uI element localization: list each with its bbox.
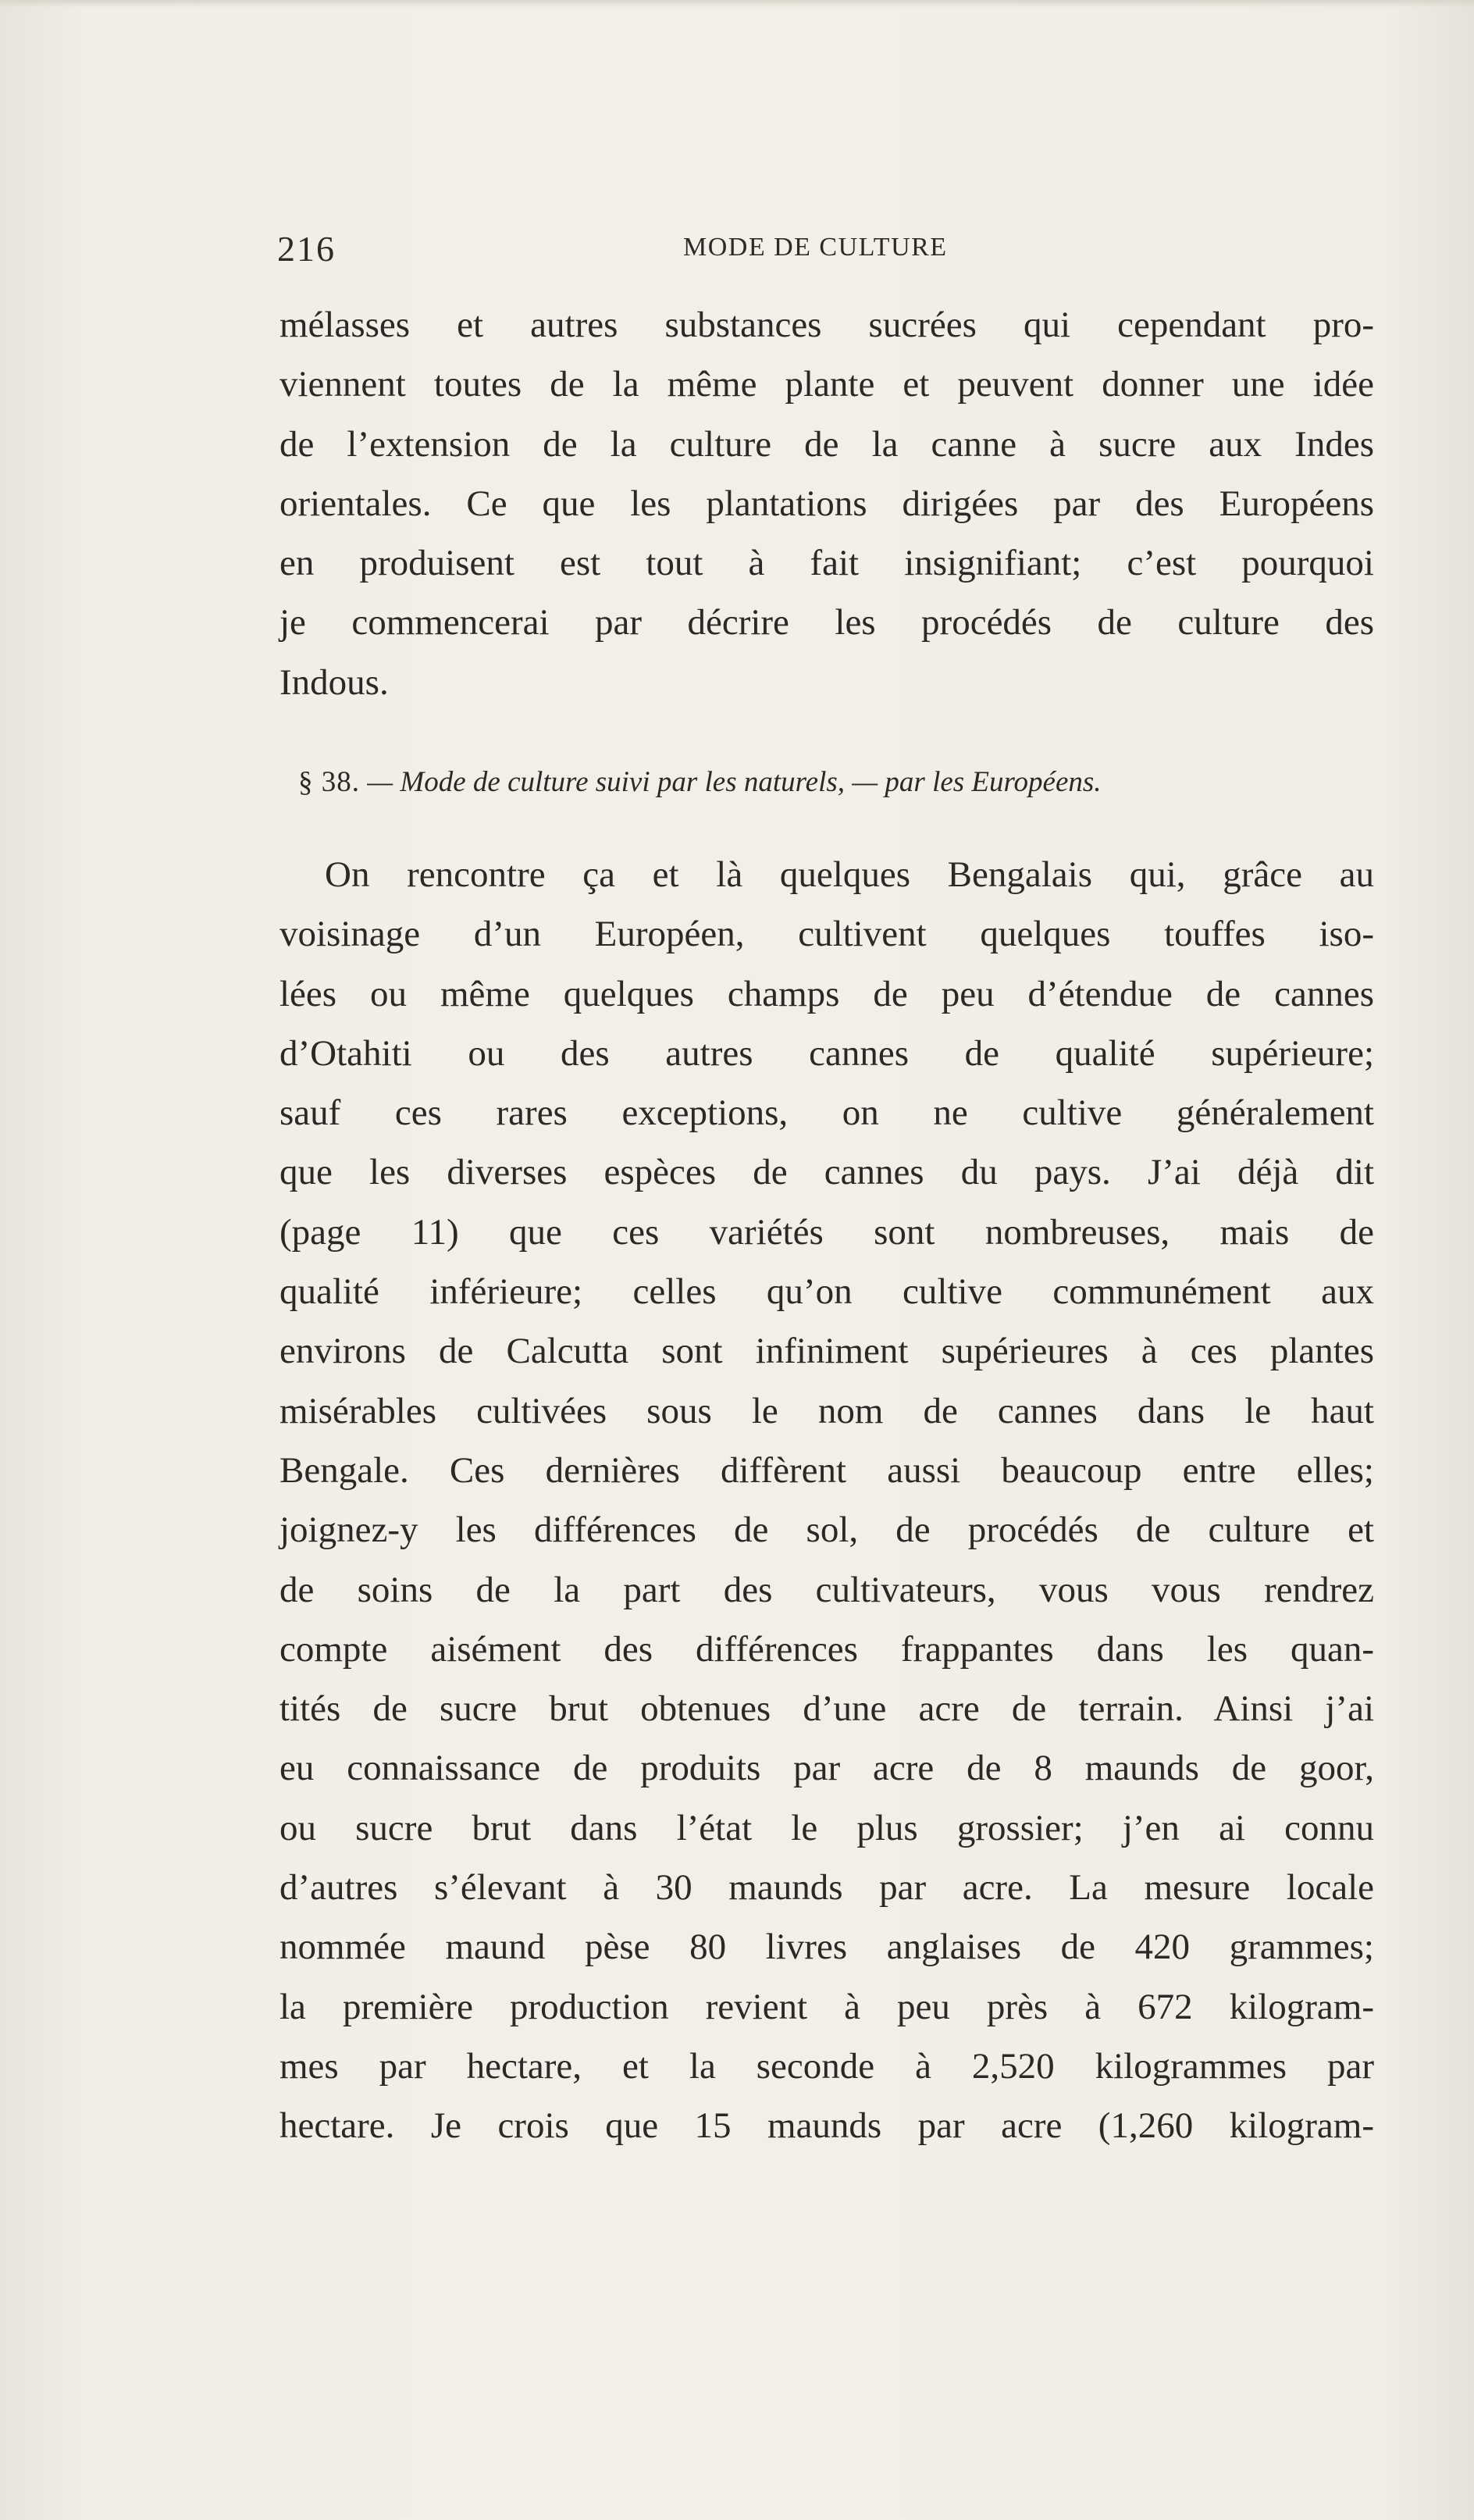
text-line: d’autres s’élevant à 30 maunds par acre. La mesure locale [279,1867,1374,1909]
text-line: mélasses et autres substances sucrées qui cependant pro- [279,305,1374,345]
text-line: la première production revient à peu près à 672 kilogram- [279,1986,1374,2027]
text-line: ou sucre brut dans l’état le plus grossier; j’en ai connu [279,1807,1374,1848]
section-title: — Mode de culture suivi par les naturels, — par les Européens. [367,766,1102,798]
text-line: environs de Calcutta sont infiniment supérieures à ces plantes [279,1331,1374,1372]
text-line: nommée maund pèse 80 livres anglaises de 420 grammes; [279,1927,1374,1968]
text-line: (page 11) que ces variétés sont nombreuses, mais de [279,1211,1374,1253]
text-line: viennent toutes de la même plante et peuvent donner une idée [279,364,1374,405]
section-heading [298,765,1376,799]
text-line: hectare. Je crois que 15 maunds par acre (1,260 kilogram- [279,2105,1374,2147]
text-line: en produisent est tout à fait insignifiant; c’est pourquoi [279,543,1374,584]
text-line: Indous. [279,661,389,703]
text-line: On rencontre ça et là quelques Bengalais qui, grâce au [325,854,1374,895]
text-line: je commencerai par décrire les procédés de culture des [279,602,1374,643]
text-line: que les diverses espèces de cannes du pays. J’ai déjà dit [279,1152,1374,1193]
paragraph-2 [279,845,1374,2156]
text-line: eu connaissance de produits par acre de 8 maunds de goor, [279,1748,1374,1789]
text-line: misérables cultivées sous le nom de cannes dans le haut [279,1390,1374,1431]
text-line: tités de sucre brut obtenues d’une acre de terrain. Ainsi j’ai [279,1688,1374,1730]
paragraph-1 [279,295,1374,712]
text-line: compte aisément des différences frappantes dans les quan- [279,1628,1374,1670]
text-line: d’Otahiti ou des autres cannes de qualité supérieure; [279,1032,1374,1074]
running-head: MODE DE CULTURE [683,233,948,262]
section-number: § 38. [298,766,360,798]
text-line: lées ou même quelques champs de peu d’étendue de cannes [279,973,1374,1014]
text-line: sauf ces rares exceptions, on ne cultive généralement [279,1092,1374,1134]
text-line: joignez-y les différences de sol, de procédés de culture et [279,1510,1374,1551]
text-line: Bengale. Ces dernières diffèrent aussi beaucoup entre elles; [279,1449,1374,1491]
text-line: de l’extension de la culture de la canne à sucre aux Indes [279,423,1374,465]
text-line: qualité inférieure; celles qu’on cultive communément aux [279,1271,1374,1313]
page-header [277,228,1198,275]
text-line: de soins de la part des cultivateurs, vous vous rendrez [279,1569,1374,1610]
text-line: mes par hectare, et la seconde à 2,520 kilogrammes par [279,2045,1374,2087]
text-line: voisinage d’un Européen, cultivent quelques touffes iso- [279,914,1374,955]
page-top-edge [0,0,1474,8]
page-number: 216 [277,229,336,269]
text-line: orientales. Ce que les plantations dirigées par des Européens [279,483,1374,524]
